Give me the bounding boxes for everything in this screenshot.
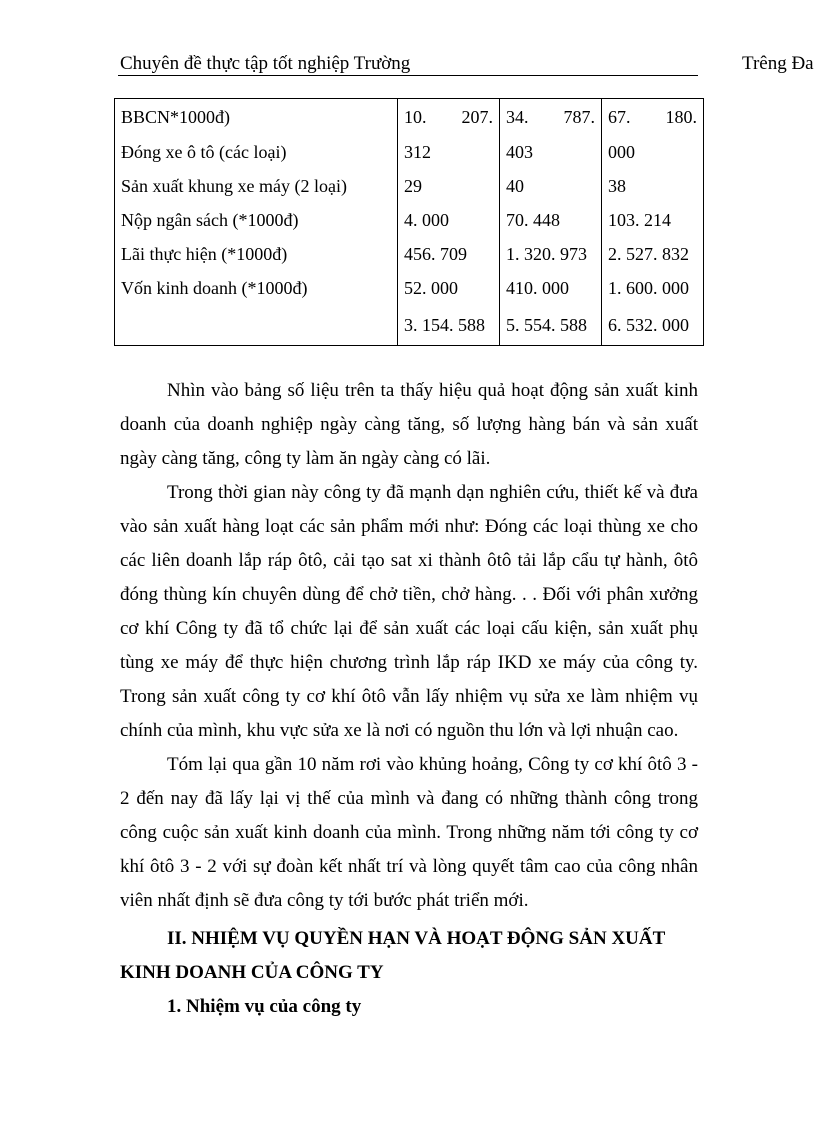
table-cell: 312: [398, 135, 500, 169]
table-cell: 4. 000: [398, 203, 500, 237]
cell-part: 67.: [608, 106, 631, 127]
row-label: [115, 305, 398, 346]
table-row: [115, 99, 704, 136]
table-row: [115, 305, 704, 346]
table-cell: 29: [398, 169, 500, 203]
table-cell: 6. 532. 000: [602, 305, 704, 346]
table-cell: 403: [500, 135, 602, 169]
table-cell: 70. 448: [500, 203, 602, 237]
paragraph-products: Trong thời gian này công ty đã mạnh dạn nghiên cứu, thiết kế và đưa vào sản xuất hàng loạt các sản phẩm mới như: Đóng các loại thùng xe cho các liên doanh lắp ráp ôtô, cải tạo sat xi thành ôtô tải lắp cẩu tự hành, ôtô đóng thùng kín chuyên dùng để chở tiền, chở hàng. . . Đối với phân xưởng cơ khí Công ty đã tổ chức lại để sản xuất các loại cấu kiện, sản xuất phụ tùng xe máy để thực hiện chương trình lắp ráp IKD xe máy của công ty. Trong sản xuất công ty cơ khí ôtô vẫn lấy nhiệm vụ sửa xe làm nhiệm vụ chính của mình, khu vực sửa xe là nơi có nguồn thu lớn và lợi nhuận cao.: [120, 482, 698, 741]
cell-part: 207.: [461, 106, 493, 127]
table-cell: [398, 99, 500, 136]
header-rule: [118, 75, 698, 76]
section-heading: II. NHIỆM VỤ QUYỀN HẠN VÀ HOẠT ĐỘNG SẢN XUẤT KINH DOANH CỦA CÔNG TY: [120, 928, 665, 983]
statistics-table: [114, 98, 704, 346]
table-cell: [602, 99, 704, 136]
table-row: [115, 271, 704, 305]
table-cell: 52. 000: [398, 271, 500, 305]
row-label: Đóng xe ô tô (các loại): [115, 135, 398, 169]
table-cell: [500, 99, 602, 136]
cell-part: 34.: [506, 106, 529, 127]
table-cell: 1. 320. 973: [500, 237, 602, 271]
table-cell: 000: [602, 135, 704, 169]
header-school: Trêng Đa: [742, 53, 814, 74]
table-row: [115, 237, 704, 271]
table-row: [115, 135, 704, 169]
table-row: [115, 203, 704, 237]
table-cell: 38: [602, 169, 704, 203]
table-cell: 3. 154. 588: [398, 305, 500, 346]
header-title: Chuyên đề thực tập tốt nghiệp Trường: [120, 53, 411, 74]
paragraph-summary: Nhìn vào bảng số liệu trên ta thấy hiệu quả hoạt động sản xuất kinh doanh của doanh nghiệp ngày càng tăng, số lượng hàng bán và sản xuất ngày càng tăng, công ty làm ăn ngày càng có lãi.: [120, 380, 698, 469]
row-label: Nộp ngân sách (*1000đ): [115, 203, 398, 237]
table-cell: 1. 600. 000: [602, 271, 704, 305]
cell-part: 180.: [665, 106, 697, 127]
row-label: Sản xuất khung xe máy (2 loại): [115, 169, 398, 203]
row-label: BBCN*1000đ): [115, 99, 398, 136]
table-row: [115, 169, 704, 203]
cell-part: 787.: [563, 106, 595, 127]
row-label: Lãi thực hiện (*1000đ): [115, 237, 398, 271]
row-label: Vốn kinh doanh (*1000đ): [115, 271, 398, 305]
paragraph-conclusion: Tóm lại qua gần 10 năm rơi vào khủng hoảng, Công ty cơ khí ôtô 3 - 2 đến nay đã lấy lại vị thế của mình và đang có những thành công trong công cuộc sản xuất kinh doanh của mình. Trong những năm tới công ty cơ khí ôtô 3 - 2 với sự đoàn kết nhất trí và lòng quyết tâm cao của công nhân viên nhất định sẽ đưa công ty tới bước phát triển mới.: [120, 754, 698, 911]
table-cell: 456. 709: [398, 237, 500, 271]
table-cell: 2. 527. 832: [602, 237, 704, 271]
table-cell: 103. 214: [602, 203, 704, 237]
subsection-heading: 1. Nhiệm vụ của công ty: [167, 996, 362, 1017]
table-cell: 40: [500, 169, 602, 203]
table-cell: 5. 554. 588: [500, 305, 602, 346]
table-cell: 410. 000: [500, 271, 602, 305]
cell-part: 10.: [404, 106, 427, 127]
